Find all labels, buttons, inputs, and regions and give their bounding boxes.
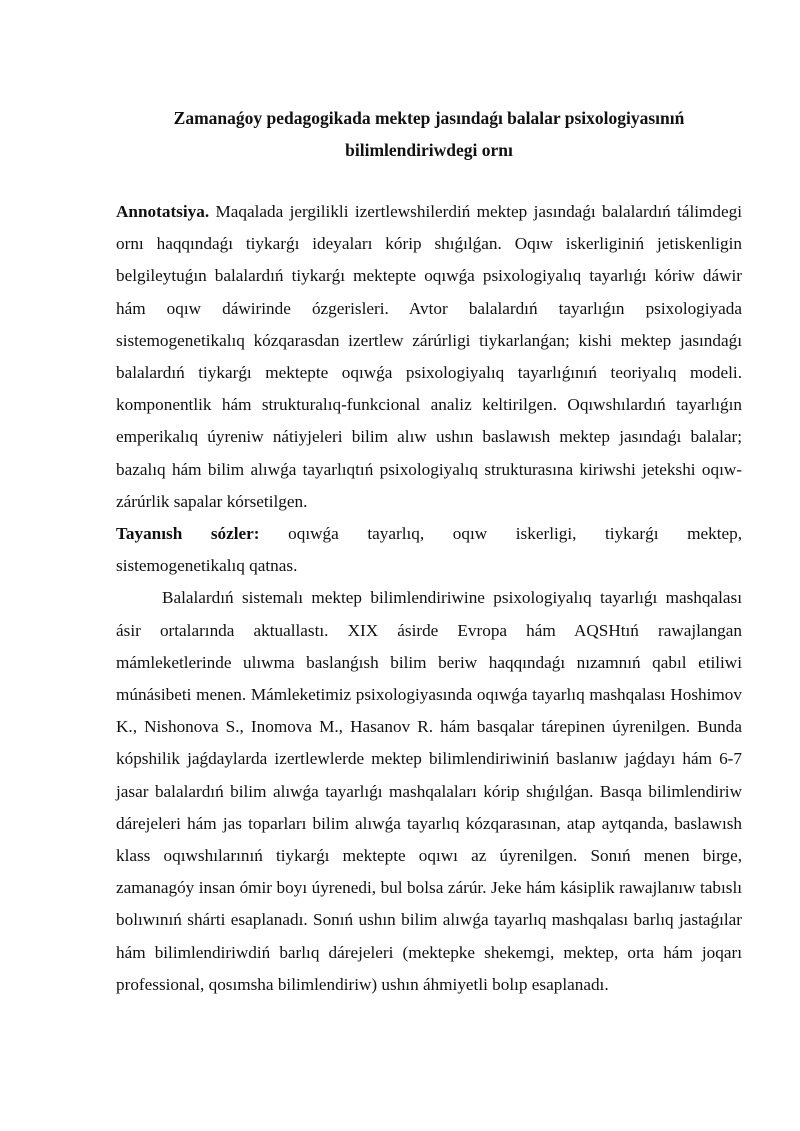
document-page bbox=[116, 102, 742, 1001]
annotation-paragraph bbox=[116, 196, 742, 518]
keywords-line-1 bbox=[116, 518, 742, 550]
keywords-text-1: oqıwǵa tayarlıq, oqıw iskerligi, tiykarǵı mektep, bbox=[259, 524, 742, 544]
annotation-text: Maqalada jergilikli izertlewshilerdiń mektep jasındaǵı balalardıń tálimdegi ornı haqqındaǵı tiykarǵı ideyaları kórip shıǵılǵan. Oqıw iskerliginiń jetiskenligin belgileytuǵın balalardıń tiykarǵı mektepte oqıwǵa psixologiyalıq tayarlıǵı kóriw dáwir hám oqıw dáwirinde ózgerisleri. Avtor balalardıń tayarlıǵın psixologiyada sistemogenetikalıq kózqarasdan izertlew zárúrligi tiykarlanǵan; kishi mektep jasındaǵı balalardıń tiykarǵı mektepte oqıwǵa psixologiyalıq tayarlıǵınıń teoriyalıq modeli. komponentlik hám strukturalıq-funkcional analiz keltirilgen. Oqıwshılardıń tayarlıǵın emperikalıq úyreniw nátiyjeleri bilim alıw ushın baslawısh mektep jasındaǵı balalar; bazalıq hám bilim alıwǵa tayarlıqtıń psixologiyalıq strukturasına kiriwshi jetekshi oqıw-zárúrlik sapalar kórsetilgen. bbox=[116, 202, 742, 511]
title-line-1: Zamanaǵoy pedagogikada mektep jasındaǵı balalar psixologiyasınıń bbox=[173, 108, 685, 128]
keywords-line-2 bbox=[116, 550, 742, 582]
body-paragraph: Balalardıń sistemalı mektep bilimlendiriwine psixologiyalıq tayarlıǵı mashqalası ásir ortalarında aktuallastı. XIX ásirde Evropa hám AQSHtıń rawajlangan mámleketlerinde ulıwma baslanǵısh bilim beriw haqqındaǵı nızamnıń qabıl etiliwi múnásibeti menen. Mámleketimiz psixologiyasında oqıwǵa tayarlıq mashqalası Hoshimov K., Nishonova S., Inomova M., Hasanov R. hám basqalar tárepinen úyrenilgen. Bunda kópshilik jaǵdaylarda izertlewlerde mektep bilimlendiriwiniń baslanıw jaǵdayı hám 6-7 jasar balalardıń bilim alıwǵa tayarlıǵı mashqalaları kórip shıǵılǵan. Basqa bilimlendiriw dárejeleri hám jas toparları bilim alıwǵa tayarlıq kózqarasınan, atap aytqanda, baslawısh klass oqıwshılarınıń tiykarǵı mektepte oqıwı az úyrenilgen. Sonıń menen birge, zamanagóy insan ómir boyı úyrenedi, bul bolsa zárúr. Jeke hám kásiplik rawajlanıw tabıslı bolıwınıń shárti esaplanadı. Sonıń ushın bilim alıwǵa tayarlıq mashqalası barlıq jastaǵılar hám bilimlendiriwdiń barlıq dárejeleri (mektepke shekemgi, mektep, orta hám joqarı professional, qosımsha bilimlendiriw) ushın áhmiyetli bolıp esaplanadı. bbox=[116, 588, 742, 994]
article-title bbox=[116, 102, 742, 166]
annotation-label: Annotatsiya. bbox=[116, 202, 210, 221]
keywords-text-2: sistemogenetikalıq qatnas. bbox=[116, 556, 298, 576]
keywords-label: Tayanısh sózler: bbox=[116, 524, 260, 544]
title-line-2: bilimlendiriwdegi ornı bbox=[345, 140, 513, 160]
